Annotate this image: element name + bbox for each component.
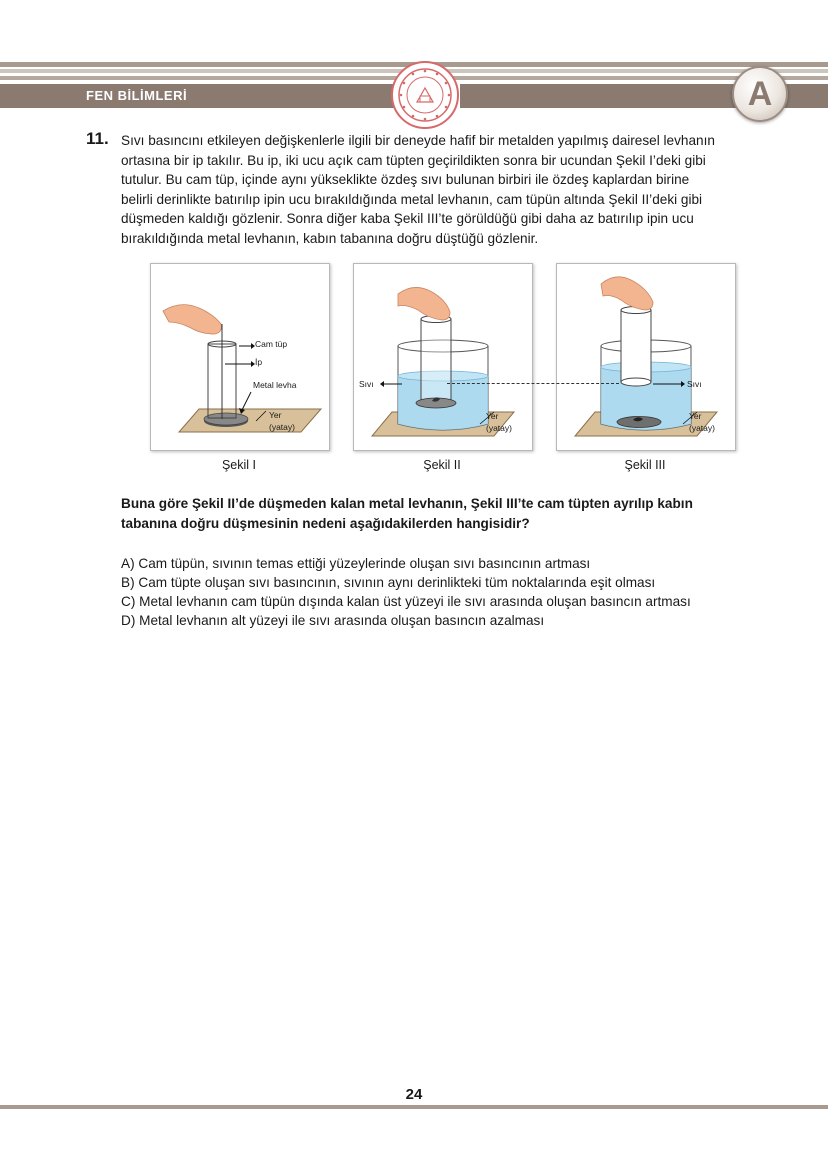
booklet-letter: A	[747, 75, 773, 113]
option-d[interactable]: D) Metal levhanın alt yüzeyi ile sıvı arasında oluşan basıncın azalması	[121, 613, 545, 628]
glass-tube	[621, 310, 651, 382]
figure-1-caption: Şekil I	[221, 458, 257, 472]
figure-1-illustration	[151, 264, 329, 450]
figure-3	[556, 263, 736, 451]
page-number: 24	[405, 1086, 423, 1103]
level-dashed-line	[447, 383, 619, 384]
label-yer: Yer	[269, 410, 282, 420]
option-c[interactable]: C) Metal levhanın cam tüpün dışında kalan üst yüzeyi ile sıvı arasında oluşan basıncın artması	[121, 594, 691, 609]
prompt-line: Buna göre Şekil II’de düşmeden kalan metal levhanın, Şekil III’te cam tüpten ayrılıp kabın	[121, 496, 693, 511]
glass-tube-bottom	[621, 378, 651, 386]
question-line: Sıvı basıncını etkileyen değişkenlerle ilgili bir deneyde hafif bir metalden yapılmış dairesel levhanın	[121, 133, 715, 148]
label-yer: Yer	[689, 411, 702, 421]
label-sivi: Sıvı	[359, 379, 374, 389]
question-line: düşmeden kaldığı gözlenir. Sonra diğer kaba Şekil III’te görüldüğü gibi daha az batırılıp ipin ucu	[121, 211, 694, 226]
label-yatay: (yatay)	[486, 423, 512, 433]
option-a[interactable]: A) Cam tüpün, sıvının temas ettiği yüzeylerinde oluşan sıvı basıncının artması	[121, 556, 591, 571]
ground-surface	[179, 409, 321, 432]
label-cam-tup: Cam tüp	[255, 339, 288, 349]
answer-options	[121, 554, 801, 630]
figure-2-caption: Şekil II	[423, 458, 461, 472]
figure-3-caption: Şekil III	[624, 458, 666, 472]
hand-icon	[601, 277, 653, 310]
hand-icon	[163, 305, 221, 334]
option-b[interactable]: B) Cam tüpte oluşan sıvı basıncının, sıvının aynı derinlikteki tüm noktalarında eşit olması	[121, 575, 656, 590]
question-line: belirli derinlikte batırılıp ipin ucu bırakıldığında metal levhanın, cam tüpün altında Şekil II’deki gibi	[121, 191, 703, 207]
label-sivi: Sıvı	[687, 379, 702, 389]
metal-plate-top	[204, 413, 248, 425]
question-prompt	[121, 494, 781, 533]
booklet-badge	[732, 66, 788, 122]
subject-title: FEN BİLİMLERİ	[86, 88, 188, 103]
label-yatay: (yatay)	[269, 422, 295, 432]
label-metal-levha: Metal levha	[253, 380, 297, 390]
header-bar-left	[0, 84, 395, 108]
figure-2	[353, 263, 533, 451]
question-number: 11.	[86, 129, 109, 148]
label-yatay: (yatay)	[689, 423, 715, 433]
ministry-seal-icon	[390, 60, 460, 130]
glass-tube	[421, 319, 451, 403]
label-yer: Yer	[486, 411, 499, 421]
footer-line	[0, 1105, 828, 1109]
question-line: tutulur. Bu cam tüp, içinde aynı yükseklikte özdeş sıvı bulunan birbiri ile özdeş kaplardan birine	[121, 172, 690, 187]
question-line: bırakıldığında metal levhanın, kabın tabanına doğru düştüğü gözlenir.	[121, 230, 539, 246]
label-ip: İp	[255, 357, 263, 367]
prompt-line: tabanına doğru düşmesinin nedeni aşağıdakilerden hangisidir?	[121, 515, 530, 531]
page-header	[0, 60, 828, 120]
hand-icon	[398, 287, 450, 320]
figure-1	[150, 263, 330, 451]
question-text	[121, 131, 781, 248]
question-line: ortasına bir ip takılır. Bu ip, iki ucu açık cam tüpten geçirildikten sonra bir ucundan Şekil I’deki gibi	[121, 152, 706, 168]
